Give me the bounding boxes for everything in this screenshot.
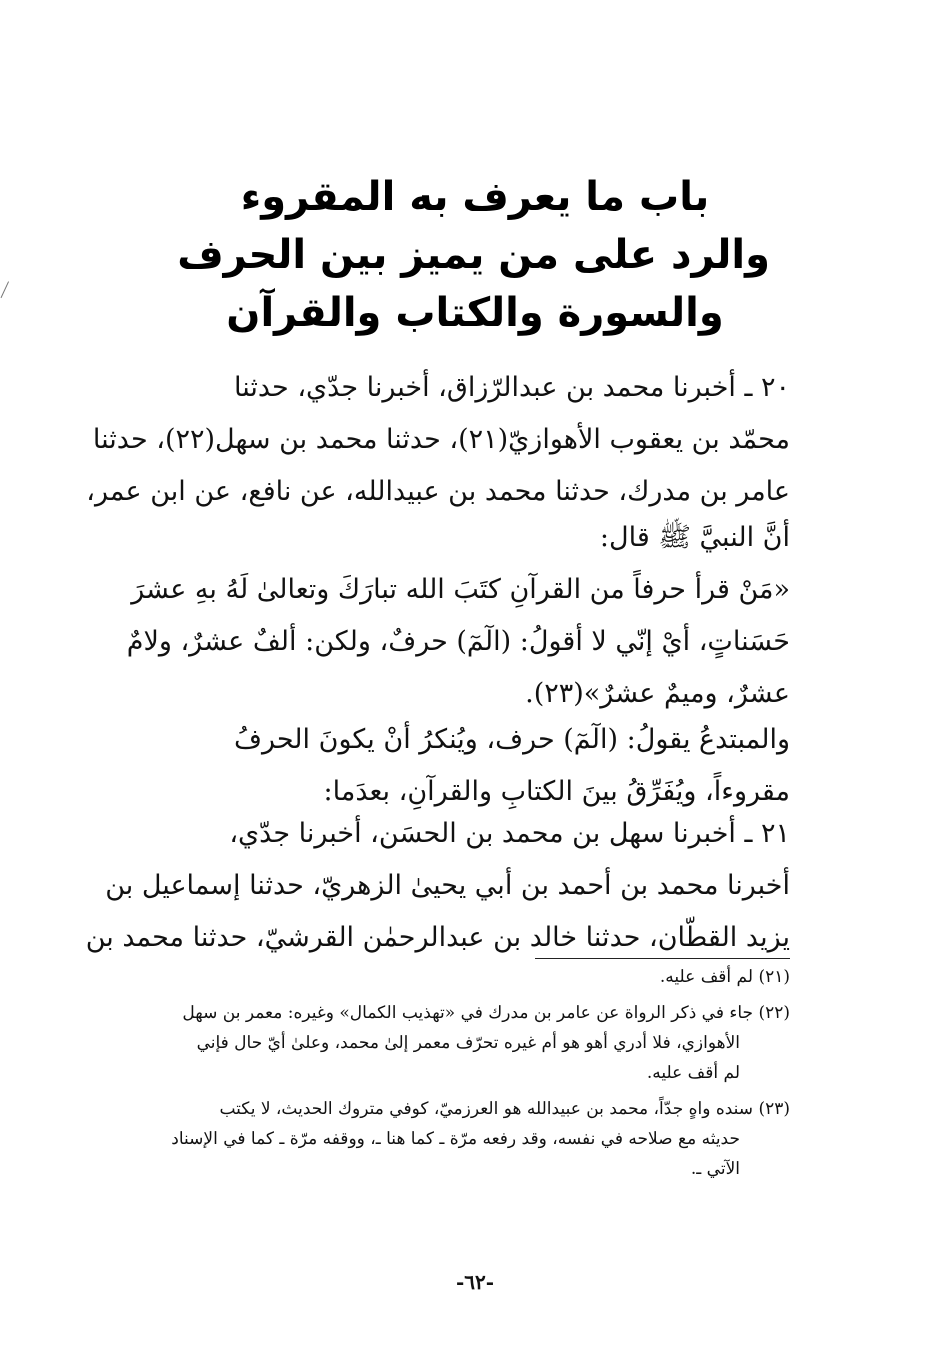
hadith-20-paragraph	[86, 362, 790, 518]
footnote-line: حديثه مع صلاحه في نفسه، وقد رفعه مرّة ـ كما هنا ـ، ووقفه مرّة ـ كما في الإسناد	[171, 1129, 740, 1149]
text-line: أنَّ النبيَّ ﷺ قال:	[599, 522, 790, 553]
footnote-23	[104, 1094, 790, 1184]
text-line: عشرٌ، وميمٌ عشرٌ»(٢٣).	[525, 678, 790, 709]
text-line: عامر بن مدرك، حدثنا محمد بن عبيدالله، عن نافع، عن ابن عمر،	[86, 476, 790, 507]
margin-mark	[1, 281, 15, 300]
hadith-20-matn	[104, 512, 790, 720]
footnote-line: الأهوازي، فلا أدري أهو هو أم غيره تحرّف معمر إلىٰ محمد، وعلىٰ أيّ حال فإني	[196, 1033, 740, 1053]
chapter-heading	[177, 168, 770, 342]
text-line: حَسَناتٍ، أيْ إنّي لا أقولُ: (الٓمٓ) حرفٌ، ولكن: ألفٌ عشرٌ، ولامٌ	[126, 626, 790, 657]
text-line: ٢٠ ـ أخبرنا محمد بن عبدالرّزاق، أخبرنا جدّي، حدثنا	[233, 372, 790, 403]
page-number: -٦٢-	[455, 1270, 495, 1294]
text-line: محمّد بن يعقوب الأهوازيّ(٢١)، حدثنا محمد بن سهل(٢٢)، حدثنا	[92, 424, 790, 455]
heading-line-2: والرد على من يميز بين الحرف	[177, 232, 770, 278]
heading-line-1: باب ما يعرف به المقروء	[240, 174, 710, 220]
footnote-21	[104, 962, 790, 992]
mubtadi-paragraph	[104, 714, 790, 818]
footnotes	[104, 962, 790, 1190]
text-line: والمبتدعُ يقولُ: (الٓمٓ) حرف، ويُنكرُ أنْ يكونَ الحرفُ	[233, 724, 790, 755]
text-line: ٢١ ـ أخبرنا سهل بن محمد بن الحسَن، أخبرنا جدّي،	[229, 818, 790, 849]
footnote-line: (٢٣) سنده واهٍ جدّاً، محمد بن عبيدالله هو العرزميّ، كوفي متروك الحديث، لا يكتب	[219, 1099, 790, 1119]
footnote-line: (٢١) لم أقف عليه.	[659, 967, 790, 987]
footnote-line: الآتي ـ.	[690, 1159, 740, 1179]
footnote-line: لم أقف عليه.	[646, 1063, 740, 1083]
text-line: مقروءاً، ويُفَرِّقُ بينَ الكتابِ والقرآنِ، بعدَما:	[323, 776, 790, 807]
footnote-line: (٢٢) جاء في ذكر الرواة عن عامر بن مدرك في «تهذيب الكمال» وغيره: معمر بن سهل	[182, 1003, 790, 1023]
text-line: «مَنْ قرأ حرفاً من القرآنِ كتَبَ الله تبارَكَ وتعالىٰ لَهُ بهِ عشرَ	[131, 574, 790, 605]
text-line: أخبرنا محمد بن أحمد بن أبي يحيىٰ الزهريّ، حدثنا إسماعيل بن	[105, 870, 790, 901]
heading-line-3: والسورة والكتاب والقرآن	[226, 290, 724, 336]
text-line: يزيد القطّان، حدثنا خالد بن عبدالرحمٰن القرشيّ، حدثنا محمد بن	[85, 922, 790, 953]
footnote-22	[104, 998, 790, 1088]
hadith-21-paragraph	[85, 808, 790, 964]
footnote-separator	[535, 958, 790, 959]
